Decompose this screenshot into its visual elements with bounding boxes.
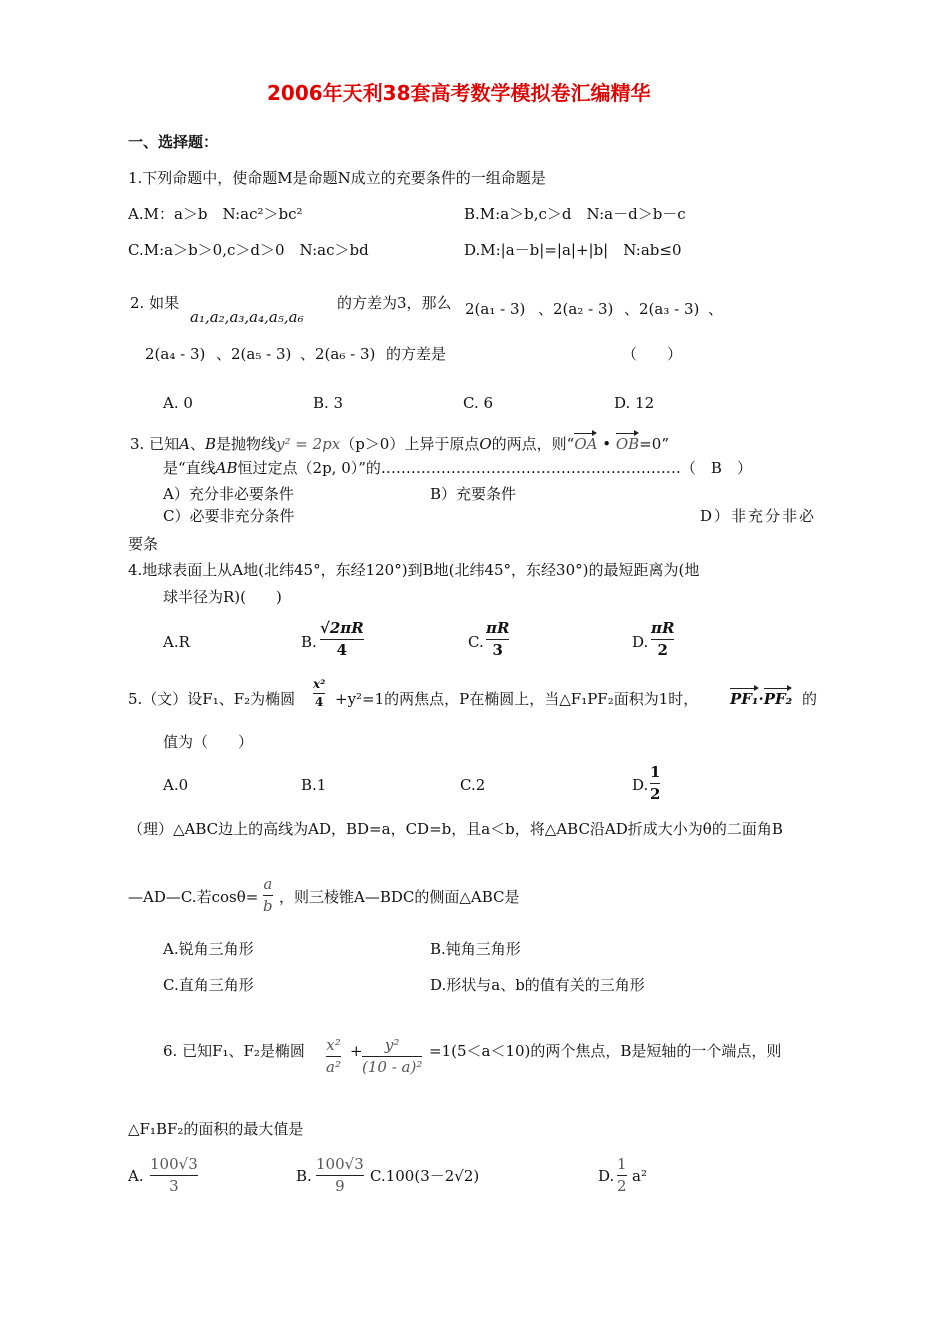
q5-li-fraction [263,876,273,914]
q4-option-d-fraction [651,620,674,658]
q3-parabola: y² = 2px [276,435,341,453]
q3-option-a: A）充分非必要条件 [163,485,294,503]
q6-tail: =1(5＜a＜10)的两个焦点，B是短轴的一个端点，则 [429,1042,782,1060]
q2-lead: 2. 如果 [130,294,180,312]
q1-option-d: D.M:|a－b|=|a|+|b| N:ab≤0 [464,241,682,259]
q6-option-d-label: D. [598,1167,615,1185]
q5-option-c: C.2 [460,776,486,794]
q3-origin: O [479,435,492,453]
page-title: 2006年天利38套高考数学模拟卷汇编精华 [267,81,651,105]
q6-n2: y² [384,1036,400,1054]
q5-vector-product [730,691,792,708]
q6-option-a-label: A. [128,1167,144,1185]
q3-point-a: A [179,435,190,453]
q6-d2: (10 - a)² [362,1057,423,1076]
q4-b-denominator: 4 [336,640,348,659]
q5-tail: 的 [802,690,818,708]
q6-d-numerator: 1 [617,1155,627,1173]
q2-vars: a₁,a₂,a₃,a₄,a₅,a₆ [190,308,304,326]
q6-plus: + [350,1042,363,1060]
q3-vector-ob: OB [615,435,640,453]
q5-line2: 值为（ ） [163,733,254,751]
q5-dot: · [758,690,764,708]
q6-fraction-2 [362,1037,422,1075]
q3-option-b: B）充要条件 [430,485,517,503]
q4-b-numerator: √2πR [320,619,364,637]
q6-lead: 6. 已知F₁、F₂是椭圆 [163,1042,305,1060]
q2-answer-paren: （ ） [622,345,683,363]
q2-sep-5: 、 [300,345,316,363]
q3-line2-lead: 是“直线 [163,459,216,477]
q2-term-5: 2(a₅ - 3) [231,345,292,363]
q6-line2: △F₁BF₂的面积的最大值是 [128,1120,304,1138]
q5-d-numerator: 1 [650,763,661,781]
q5-li-tail: ，则三棱锥A—BDC的侧面△ABC是 [279,888,520,906]
q6-a-denominator: 3 [169,1176,179,1195]
q3-vector-oa: OA [574,435,598,453]
q4-option-a: A.R [163,633,190,651]
q2-option-c: C. 6 [463,394,494,412]
q4-option-b-label: B. [301,633,317,651]
q4-line1: 4.地球表面上从A地(北纬45°，东经120°)到B地(北纬45°，东经30°)的最短距离为(地 [128,561,700,579]
q4-d-numerator: πR [651,619,675,637]
q3-option-c: C）必要非充分条件 [163,507,295,525]
q2-option-b: B. 3 [313,394,344,412]
q3-line2 [163,460,752,477]
q6-option-d-fraction [617,1156,627,1194]
q3-line2-tail: 恒过定点（2p, 0）”的……………………………………………………（ B ） [237,459,752,477]
q4-option-b-fraction [320,620,364,658]
q5-option-b: B.1 [301,776,327,794]
q3-point-b: B [204,435,216,453]
q3-dot: • [597,435,616,453]
q5-li-lead: —AD—C.若cosθ= [128,888,259,906]
q3-dun: 、 [189,435,205,453]
q2-term-3: 2(a₃ - 3) [639,300,700,318]
q2-term-4: 2(a₄ - 3) [145,345,206,363]
q6-option-a-fraction [150,1156,198,1194]
q3-option-d-cont: 要条 [128,535,159,553]
q5-li-option-d: D.形状与a、b的值有关的三角形 [430,976,645,994]
q5-x2: x² [313,677,326,691]
q5-lead: 5.（文）设F₁、F₂为椭圆 [128,690,296,708]
q4-d-denominator: 2 [657,640,668,659]
q4-option-c-label: C. [468,633,484,651]
q4-option-c-fraction [486,620,509,658]
q6-n1: x² [326,1036,341,1054]
q3-line1 [130,436,669,453]
q5-li-option-a: A.锐角三角形 [163,940,254,958]
q1-stem: 1.下列命题中，使命题M是命题N成立的充要条件的一组命题是 [128,169,546,187]
q6-option-c: C.100(3－2√2) [370,1167,480,1185]
q5-li-denominator: b [263,896,273,915]
q5-mid: +y²=1的两焦点，P在椭圆上，当△F₁PF₂面积为1时， [335,690,699,708]
q6-fraction-1 [326,1037,341,1075]
q4-line2: 球半径为R)( ) [163,588,282,606]
q2-term-1: 2(a₁ - 3) [465,300,526,318]
q2-mid: 的方差为3，那么 [337,294,452,312]
q3-then: 的两点，则“ [491,435,575,453]
q5-vector-pf2: PF₂ [763,690,793,708]
q5-li-option-b: B.钝角三角形 [430,940,521,958]
q2-option-d: D. 12 [614,394,655,412]
q6-option-b-fraction [316,1156,364,1194]
q2-sep-3: 、 [708,300,724,318]
q5-d-denominator: 2 [650,784,661,803]
q1-option-b: B.M:a＞b,c＞d N:a－d＞b－c [464,205,686,223]
q1-option-c: C.M:a＞b＞0,c＞d＞0 N:ac＞bd [128,241,369,259]
q2-option-a: A. 0 [163,394,193,412]
q3-option-d: D）非充分非必 [700,507,817,525]
q2-sep-2: 、 [624,300,640,318]
q3-cond: （p＞0）上异于原点 [340,435,480,453]
q5-li-option-c: C.直角三角形 [163,976,254,994]
q2-term-2: 2(a₂ - 3) [553,300,614,318]
q6-option-b-label: B. [296,1167,312,1185]
q6-b-denominator: 9 [335,1176,345,1195]
q3-mid: 是抛物线 [215,435,276,453]
q4-c-numerator: πR [486,619,510,637]
q3-eq0: =0” [639,435,669,453]
q3-lead: 3. 已知 [130,435,180,453]
q6-b-numerator: 100√3 [316,1155,364,1173]
q5-vector-pf1: PF₁ [730,690,759,708]
q5-li-numerator: a [263,875,273,893]
q2-sep-1: 、 [538,300,554,318]
q2-tail: 的方差是 [386,345,447,363]
q5-option-d-label: D. [632,776,649,794]
q5-ellipse-fraction [313,678,325,709]
q6-a-numerator: 100√3 [150,1155,198,1173]
q6-d-denominator: 2 [617,1176,627,1195]
q2-sep-4: 、 [216,345,232,363]
q4-c-denominator: 3 [492,640,503,659]
q3-line-ab: AB [215,459,238,477]
q5-li-line1: （理）△ABC边上的高线为AD，BD=a，CD=b，且a＜b，将△ABC沿AD折成大小为θ的二面角B [128,820,783,838]
q5-option-a: A.0 [163,776,189,794]
q5-option-d-fraction [650,764,660,802]
q2-term-6: 2(a₆ - 3) [315,345,376,363]
q4-option-d-label: D. [632,633,649,651]
q6-option-d-tail: a² [632,1167,647,1185]
q6-d1: a² [326,1057,341,1076]
q5-4: 4 [315,695,324,710]
q1-option-a: A.M：a＞b N:ac²＞bc² [128,205,303,223]
section-heading: 一、选择题： [128,133,219,151]
